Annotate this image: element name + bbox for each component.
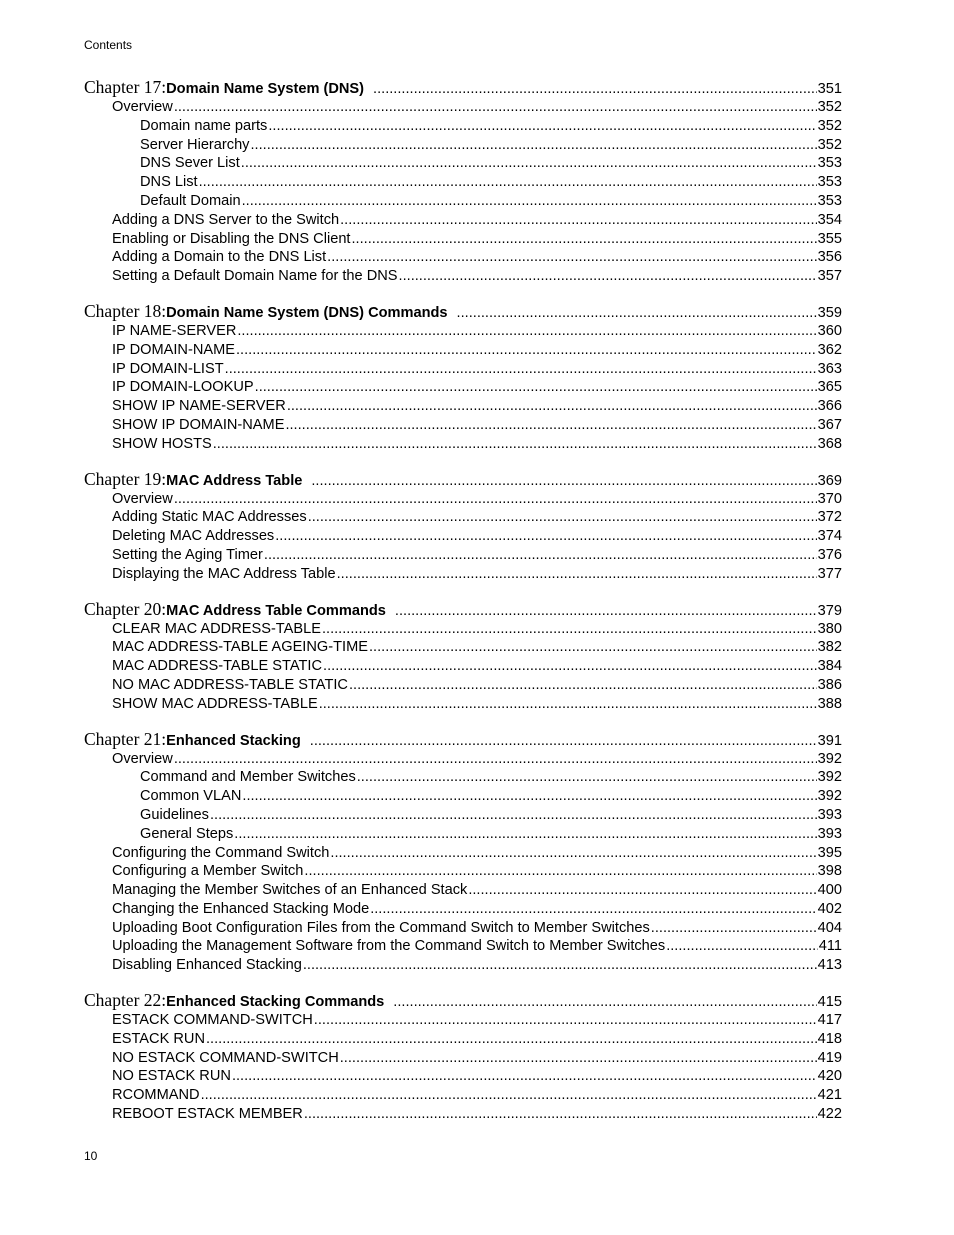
page-ref: 388 bbox=[817, 695, 842, 712]
page-ref: 357 bbox=[817, 268, 842, 285]
toc-entry[interactable] bbox=[84, 322, 842, 341]
dot-leader bbox=[327, 248, 816, 267]
page-ref: 420 bbox=[817, 1068, 842, 1085]
entry-title: ESTACK COMMAND-SWITCH bbox=[112, 1012, 313, 1029]
dot-leader bbox=[264, 546, 817, 565]
page-ref: 382 bbox=[817, 639, 842, 656]
dot-leader bbox=[373, 79, 817, 98]
toc-entry[interactable] bbox=[84, 267, 842, 286]
entry-title: REBOOT ESTACK MEMBER bbox=[112, 1106, 303, 1123]
chapter-title: Domain Name System (DNS) bbox=[166, 81, 365, 97]
page-ref: 356 bbox=[817, 249, 842, 266]
dot-leader bbox=[349, 676, 817, 695]
dot-leader bbox=[322, 620, 817, 639]
page-ref: 370 bbox=[817, 490, 842, 507]
entry-title: NO ESTACK RUN bbox=[112, 1068, 231, 1085]
chapter-number: Chapter 19: bbox=[84, 468, 167, 489]
entry-title: MAC ADDRESS-TABLE STATIC bbox=[112, 658, 323, 675]
toc-entry[interactable] bbox=[84, 1086, 842, 1105]
page-ref: 366 bbox=[817, 398, 842, 415]
toc-entry[interactable] bbox=[84, 173, 842, 192]
dot-leader bbox=[304, 1105, 817, 1124]
page-ref: 372 bbox=[817, 509, 842, 526]
toc-entry[interactable] bbox=[84, 565, 842, 584]
page-ref: 369 bbox=[817, 472, 842, 489]
toc-chapter-block bbox=[84, 599, 842, 714]
page-ref: 355 bbox=[817, 230, 842, 247]
dot-leader bbox=[319, 695, 817, 714]
toc-entry[interactable] bbox=[84, 378, 842, 397]
page-ref: 402 bbox=[817, 900, 842, 917]
toc-chapter-block bbox=[84, 77, 842, 286]
toc-entry[interactable] bbox=[84, 881, 842, 900]
dot-leader bbox=[234, 825, 816, 844]
page-ref: 352 bbox=[817, 117, 842, 134]
page-ref: 391 bbox=[817, 732, 842, 749]
toc-chapter-entry[interactable] bbox=[84, 469, 842, 490]
page-ref: 354 bbox=[817, 211, 842, 228]
toc-entry[interactable] bbox=[84, 211, 842, 230]
chapter-title: MAC Address Table Commands bbox=[166, 602, 386, 619]
dot-leader bbox=[250, 136, 816, 155]
entry-title: SHOW HOSTS bbox=[112, 435, 212, 452]
entry-title: IP NAME-SERVER bbox=[112, 322, 237, 339]
toc-entry[interactable] bbox=[84, 900, 842, 919]
dot-leader bbox=[174, 98, 817, 117]
page-ref: 379 bbox=[817, 602, 842, 619]
toc-entry[interactable] bbox=[84, 360, 842, 379]
entry-title: SHOW MAC ADDRESS-TABLE bbox=[112, 695, 318, 712]
toc-entry[interactable] bbox=[84, 397, 842, 416]
toc-entry[interactable] bbox=[84, 750, 842, 769]
entry-title: DNS Sever List bbox=[140, 155, 240, 172]
dot-leader bbox=[236, 341, 817, 360]
entry-title: Overview bbox=[112, 490, 173, 507]
dot-leader bbox=[199, 173, 817, 192]
entry-title: Disabling Enhanced Stacking bbox=[112, 957, 302, 974]
page-ref: 393 bbox=[817, 825, 842, 842]
page-ref: 376 bbox=[817, 546, 842, 563]
entry-title: Setting a Default Domain Name for the DNS bbox=[112, 268, 398, 285]
toc-entry[interactable] bbox=[84, 230, 842, 249]
toc-entry[interactable] bbox=[84, 154, 842, 173]
toc-entry[interactable] bbox=[84, 919, 842, 938]
dot-leader bbox=[255, 378, 817, 397]
toc-entry[interactable] bbox=[84, 638, 842, 657]
toc-entry[interactable] bbox=[84, 136, 842, 155]
page-ref: 362 bbox=[817, 341, 842, 358]
entry-title: Configuring the Command Switch bbox=[112, 844, 330, 861]
dot-leader bbox=[303, 956, 817, 975]
toc-chapter-block bbox=[84, 469, 842, 584]
toc-chapter-entry[interactable] bbox=[84, 301, 842, 322]
page-ref: 419 bbox=[817, 1049, 842, 1066]
entry-title: Overview bbox=[112, 99, 173, 115]
page-ref: 417 bbox=[817, 1012, 842, 1029]
dot-leader bbox=[201, 1086, 817, 1105]
page-ref: 367 bbox=[817, 416, 842, 433]
page-ref: 380 bbox=[817, 620, 842, 637]
page-ref: 398 bbox=[817, 863, 842, 880]
dot-leader bbox=[330, 844, 816, 863]
page-ref: 413 bbox=[817, 957, 842, 974]
page-ref: 365 bbox=[817, 379, 842, 396]
dot-leader bbox=[304, 862, 816, 881]
dot-leader bbox=[310, 731, 817, 750]
entry-title: Guidelines bbox=[140, 806, 209, 823]
page-ref: 392 bbox=[817, 750, 842, 767]
toc-chapter-block bbox=[84, 990, 842, 1124]
entry-title: Adding a Domain to the DNS List bbox=[112, 249, 327, 266]
dot-leader bbox=[370, 900, 816, 919]
dot-leader bbox=[666, 937, 818, 956]
toc-entry[interactable] bbox=[84, 676, 842, 695]
toc-entry[interactable] bbox=[84, 546, 842, 565]
entry-title: SHOW IP DOMAIN-NAME bbox=[112, 416, 285, 433]
page-ref: 415 bbox=[817, 994, 842, 1011]
entry-title: RCOMMAND bbox=[112, 1087, 200, 1104]
dot-leader bbox=[399, 267, 817, 286]
entry-title: MAC ADDRESS-TABLE AGEING-TIME bbox=[112, 639, 368, 656]
toc-entry[interactable] bbox=[84, 825, 842, 844]
page-ref: 360 bbox=[817, 322, 842, 339]
entry-title: Uploading Boot Configuration Files from the Command Switch to Member Switches bbox=[112, 919, 650, 936]
entry-title: Common VLAN bbox=[140, 788, 242, 805]
page-ref: 363 bbox=[817, 360, 842, 377]
toc-chapter-entry[interactable] bbox=[84, 77, 842, 98]
entry-title: Deleting MAC Addresses bbox=[112, 528, 275, 545]
toc-chapter-entry[interactable] bbox=[84, 990, 842, 1011]
dot-leader bbox=[393, 992, 816, 1011]
entry-title: Uploading the Management Software from the Command Switch to Member Switches bbox=[112, 938, 666, 955]
page-ref: 352 bbox=[817, 136, 842, 153]
dot-leader bbox=[275, 527, 816, 546]
dot-leader bbox=[213, 435, 817, 454]
page-ref: 386 bbox=[817, 676, 842, 693]
toc-entry[interactable] bbox=[84, 435, 842, 454]
toc-entry[interactable] bbox=[84, 1030, 842, 1049]
entry-title: IP DOMAIN-LIST bbox=[112, 360, 224, 377]
entry-title: Enabling or Disabling the DNS Client bbox=[112, 230, 351, 247]
dot-leader bbox=[311, 471, 816, 490]
entry-title: Domain name parts bbox=[140, 117, 268, 134]
page-ref: 352 bbox=[817, 99, 842, 115]
dot-leader bbox=[340, 1049, 817, 1068]
entry-title: Command and Member Switches bbox=[140, 769, 356, 786]
dot-leader bbox=[357, 768, 817, 787]
dot-leader bbox=[323, 657, 817, 676]
dot-leader bbox=[268, 117, 816, 136]
dot-leader bbox=[468, 881, 816, 900]
dot-leader bbox=[352, 230, 817, 249]
chapter-title: Domain Name System (DNS) Commands bbox=[166, 304, 448, 321]
toc-entry[interactable] bbox=[84, 1049, 842, 1068]
dot-leader bbox=[340, 211, 817, 230]
entry-title: DNS List bbox=[140, 174, 198, 191]
chapter-number: Chapter 20: bbox=[84, 598, 167, 619]
table-of-contents bbox=[84, 77, 842, 1139]
dot-leader bbox=[287, 397, 817, 416]
page-ref: 418 bbox=[817, 1030, 842, 1047]
toc-entry[interactable] bbox=[84, 117, 842, 136]
dot-leader bbox=[337, 565, 817, 584]
dot-leader bbox=[285, 416, 816, 435]
entry-title: Setting the Aging Timer bbox=[112, 546, 263, 563]
dot-leader bbox=[174, 750, 817, 769]
page-ref: 422 bbox=[817, 1106, 842, 1123]
entry-title: IP DOMAIN-LOOKUP bbox=[112, 379, 254, 396]
chapter-number: Chapter 22: bbox=[84, 990, 167, 1011]
entry-title: NO MAC ADDRESS-TABLE STATIC bbox=[112, 676, 348, 693]
entry-title: CLEAR MAC ADDRESS-TABLE bbox=[112, 620, 321, 637]
entry-title: Changing the Enhanced Stacking Mode bbox=[112, 900, 370, 917]
page-ref: 374 bbox=[817, 528, 842, 545]
page-ref: 359 bbox=[817, 304, 842, 321]
page-ref: 384 bbox=[817, 658, 842, 675]
chapter-number: Chapter 17: bbox=[84, 77, 167, 97]
toc-entry[interactable] bbox=[84, 844, 842, 863]
toc-chapter-block bbox=[84, 301, 842, 454]
dot-leader bbox=[242, 787, 816, 806]
page-ref: 395 bbox=[817, 844, 842, 861]
dot-leader bbox=[225, 360, 817, 379]
page-ref: 392 bbox=[817, 788, 842, 805]
entry-title: IP DOMAIN-NAME bbox=[112, 341, 235, 358]
entry-title: Adding a DNS Server to the Switch bbox=[112, 211, 340, 228]
entry-title: Displaying the MAC Address Table bbox=[112, 565, 336, 582]
dot-leader bbox=[210, 806, 817, 825]
page-ref: 351 bbox=[817, 81, 842, 97]
dot-leader bbox=[651, 919, 817, 938]
toc-chapter-block bbox=[84, 729, 842, 976]
entry-title: ESTACK RUN bbox=[112, 1030, 205, 1047]
toc-chapter-entry[interactable] bbox=[84, 729, 842, 750]
chapter-title: Enhanced Stacking bbox=[166, 732, 301, 749]
entry-title: General Steps bbox=[140, 825, 234, 842]
entry-title: Overview bbox=[112, 750, 173, 767]
page-ref: 411 bbox=[818, 938, 842, 955]
dot-leader bbox=[395, 601, 817, 620]
page-ref: 377 bbox=[817, 565, 842, 582]
chapter-number: Chapter 18: bbox=[84, 300, 167, 321]
page-number: 10 bbox=[84, 1149, 98, 1163]
dot-leader bbox=[174, 490, 817, 509]
toc-entry[interactable] bbox=[84, 937, 842, 956]
dot-leader bbox=[241, 154, 817, 173]
toc-entry[interactable] bbox=[84, 1067, 842, 1086]
toc-entry[interactable] bbox=[84, 341, 842, 360]
entry-title: Default Domain bbox=[140, 192, 241, 209]
toc-entry[interactable] bbox=[84, 248, 842, 267]
toc-entry[interactable] bbox=[84, 862, 842, 881]
page-ref: 368 bbox=[817, 435, 842, 452]
page-ref: 400 bbox=[817, 882, 842, 899]
dot-leader bbox=[242, 192, 817, 211]
page-ref: 404 bbox=[817, 919, 842, 936]
chapter-number: Chapter 21: bbox=[84, 728, 167, 749]
entry-title: NO ESTACK COMMAND-SWITCH bbox=[112, 1049, 339, 1066]
entry-title: SHOW IP NAME-SERVER bbox=[112, 398, 286, 415]
dot-leader bbox=[369, 638, 817, 657]
dot-leader bbox=[237, 322, 816, 341]
toc-entry[interactable] bbox=[84, 1011, 842, 1030]
dot-leader bbox=[206, 1030, 817, 1049]
toc-entry[interactable] bbox=[84, 192, 842, 211]
entry-title: Server Hierarchy bbox=[140, 136, 250, 153]
page-ref: 421 bbox=[817, 1087, 842, 1104]
entry-title: Adding Static MAC Addresses bbox=[112, 509, 307, 526]
toc-entry[interactable] bbox=[84, 490, 842, 509]
toc-entry[interactable] bbox=[84, 787, 842, 806]
toc-entry[interactable] bbox=[84, 98, 842, 117]
toc-entry[interactable] bbox=[84, 768, 842, 787]
chapter-title: Enhanced Stacking Commands bbox=[166, 994, 385, 1011]
dot-leader bbox=[308, 508, 817, 527]
toc-entry[interactable] bbox=[84, 956, 842, 975]
chapter-title: MAC Address Table bbox=[166, 472, 303, 489]
page-ref: 353 bbox=[817, 192, 842, 209]
toc-entry[interactable] bbox=[84, 695, 842, 714]
toc-entry[interactable] bbox=[84, 508, 842, 527]
page-ref: 393 bbox=[817, 806, 842, 823]
toc-entry[interactable] bbox=[84, 416, 842, 435]
page-ref: 392 bbox=[817, 769, 842, 786]
toc-entry[interactable] bbox=[84, 806, 842, 825]
page-ref: 353 bbox=[817, 155, 842, 172]
toc-entry[interactable] bbox=[84, 527, 842, 546]
toc-entry[interactable] bbox=[84, 620, 842, 639]
dot-leader bbox=[314, 1011, 817, 1030]
dot-leader bbox=[457, 303, 817, 322]
page-header: Contents bbox=[84, 38, 133, 52]
entry-title: Managing the Member Switches of an Enhanced Stack bbox=[112, 882, 468, 899]
entry-title: Configuring a Member Switch bbox=[112, 863, 304, 880]
toc-entry[interactable] bbox=[84, 657, 842, 676]
toc-chapter-entry[interactable] bbox=[84, 599, 842, 620]
toc-entry[interactable] bbox=[84, 1105, 842, 1124]
page-ref: 353 bbox=[817, 174, 842, 191]
dot-leader bbox=[232, 1067, 817, 1086]
